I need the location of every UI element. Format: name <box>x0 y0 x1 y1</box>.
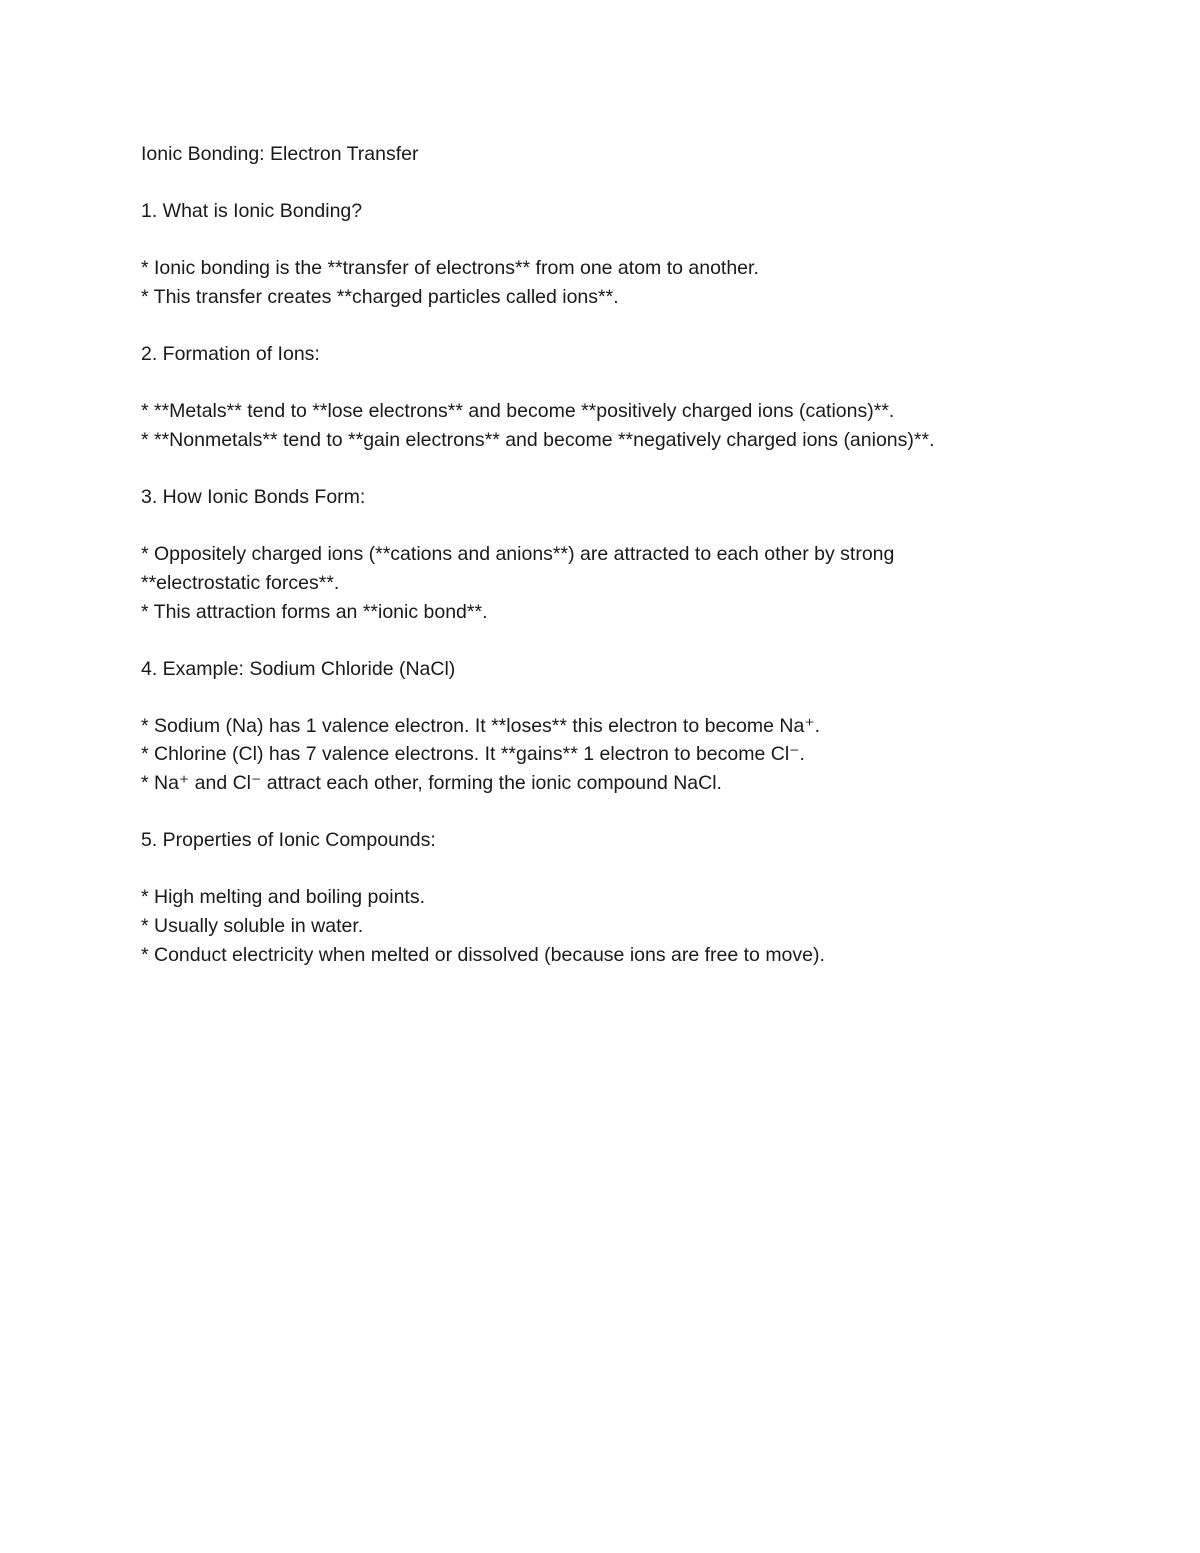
bullet-line: * Oppositely charged ions (**cations and anions**) are attracted to each other by strong <box>141 543 895 566</box>
spacer <box>141 312 1041 341</box>
section-heading: 1. What is Ionic Bonding? <box>141 200 363 223</box>
section-heading: 2. Formation of Ions: <box>141 343 320 366</box>
bullet-line: * Conduct electricity when melted or dissolved (because ions are free to move). <box>141 943 825 966</box>
bullet-line: * This attraction forms an **ionic bond**. <box>141 600 488 623</box>
bullet-line: * **Metals** tend to **lose electrons** and become **positively charged ions (cations)**. <box>141 400 895 423</box>
spacer <box>141 455 1041 484</box>
section-heading: 4. Example: Sodium Chloride (NaCl) <box>141 657 456 680</box>
bullet-line: * Na⁺ and Cl⁻ attract each other, forming the ionic compound NaCl. <box>141 772 722 795</box>
spacer <box>141 369 1041 398</box>
spacer <box>141 855 1041 884</box>
bullet-line: * Sodium (Na) has 1 valence electron. It **loses** this electron to become Na⁺. <box>141 714 821 737</box>
section-heading: 5. Properties of Ionic Compounds: <box>141 829 436 852</box>
spacer <box>141 226 1041 255</box>
document-title: Ionic Bonding: Electron Transfer <box>141 143 419 165</box>
spacer <box>141 512 1041 541</box>
section-heading: 3. How Ionic Bonds Form: <box>141 486 366 509</box>
spacer <box>141 626 1041 655</box>
bullet-line: * This transfer creates **charged particles called ions**. <box>141 285 619 308</box>
bullet-line: * Chlorine (Cl) has 7 valence electrons. It **gains** 1 electron to become Cl⁻. <box>141 743 805 766</box>
bullet-line: * Ionic bonding is the **transfer of electrons** from one atom to another. <box>141 257 759 280</box>
spacer <box>141 798 1041 827</box>
spacer <box>141 169 1041 198</box>
bullet-line: * Usually soluble in water. <box>141 915 364 938</box>
bullet-line: * **Nonmetals** tend to **gain electrons** and become **negatively charged ions (anions)**. <box>141 428 935 451</box>
document-body <box>141 140 1041 969</box>
bullet-line: * High melting and boiling points. <box>141 886 426 909</box>
spacer <box>141 683 1041 712</box>
bullet-line: **electrostatic forces**. <box>141 571 340 594</box>
